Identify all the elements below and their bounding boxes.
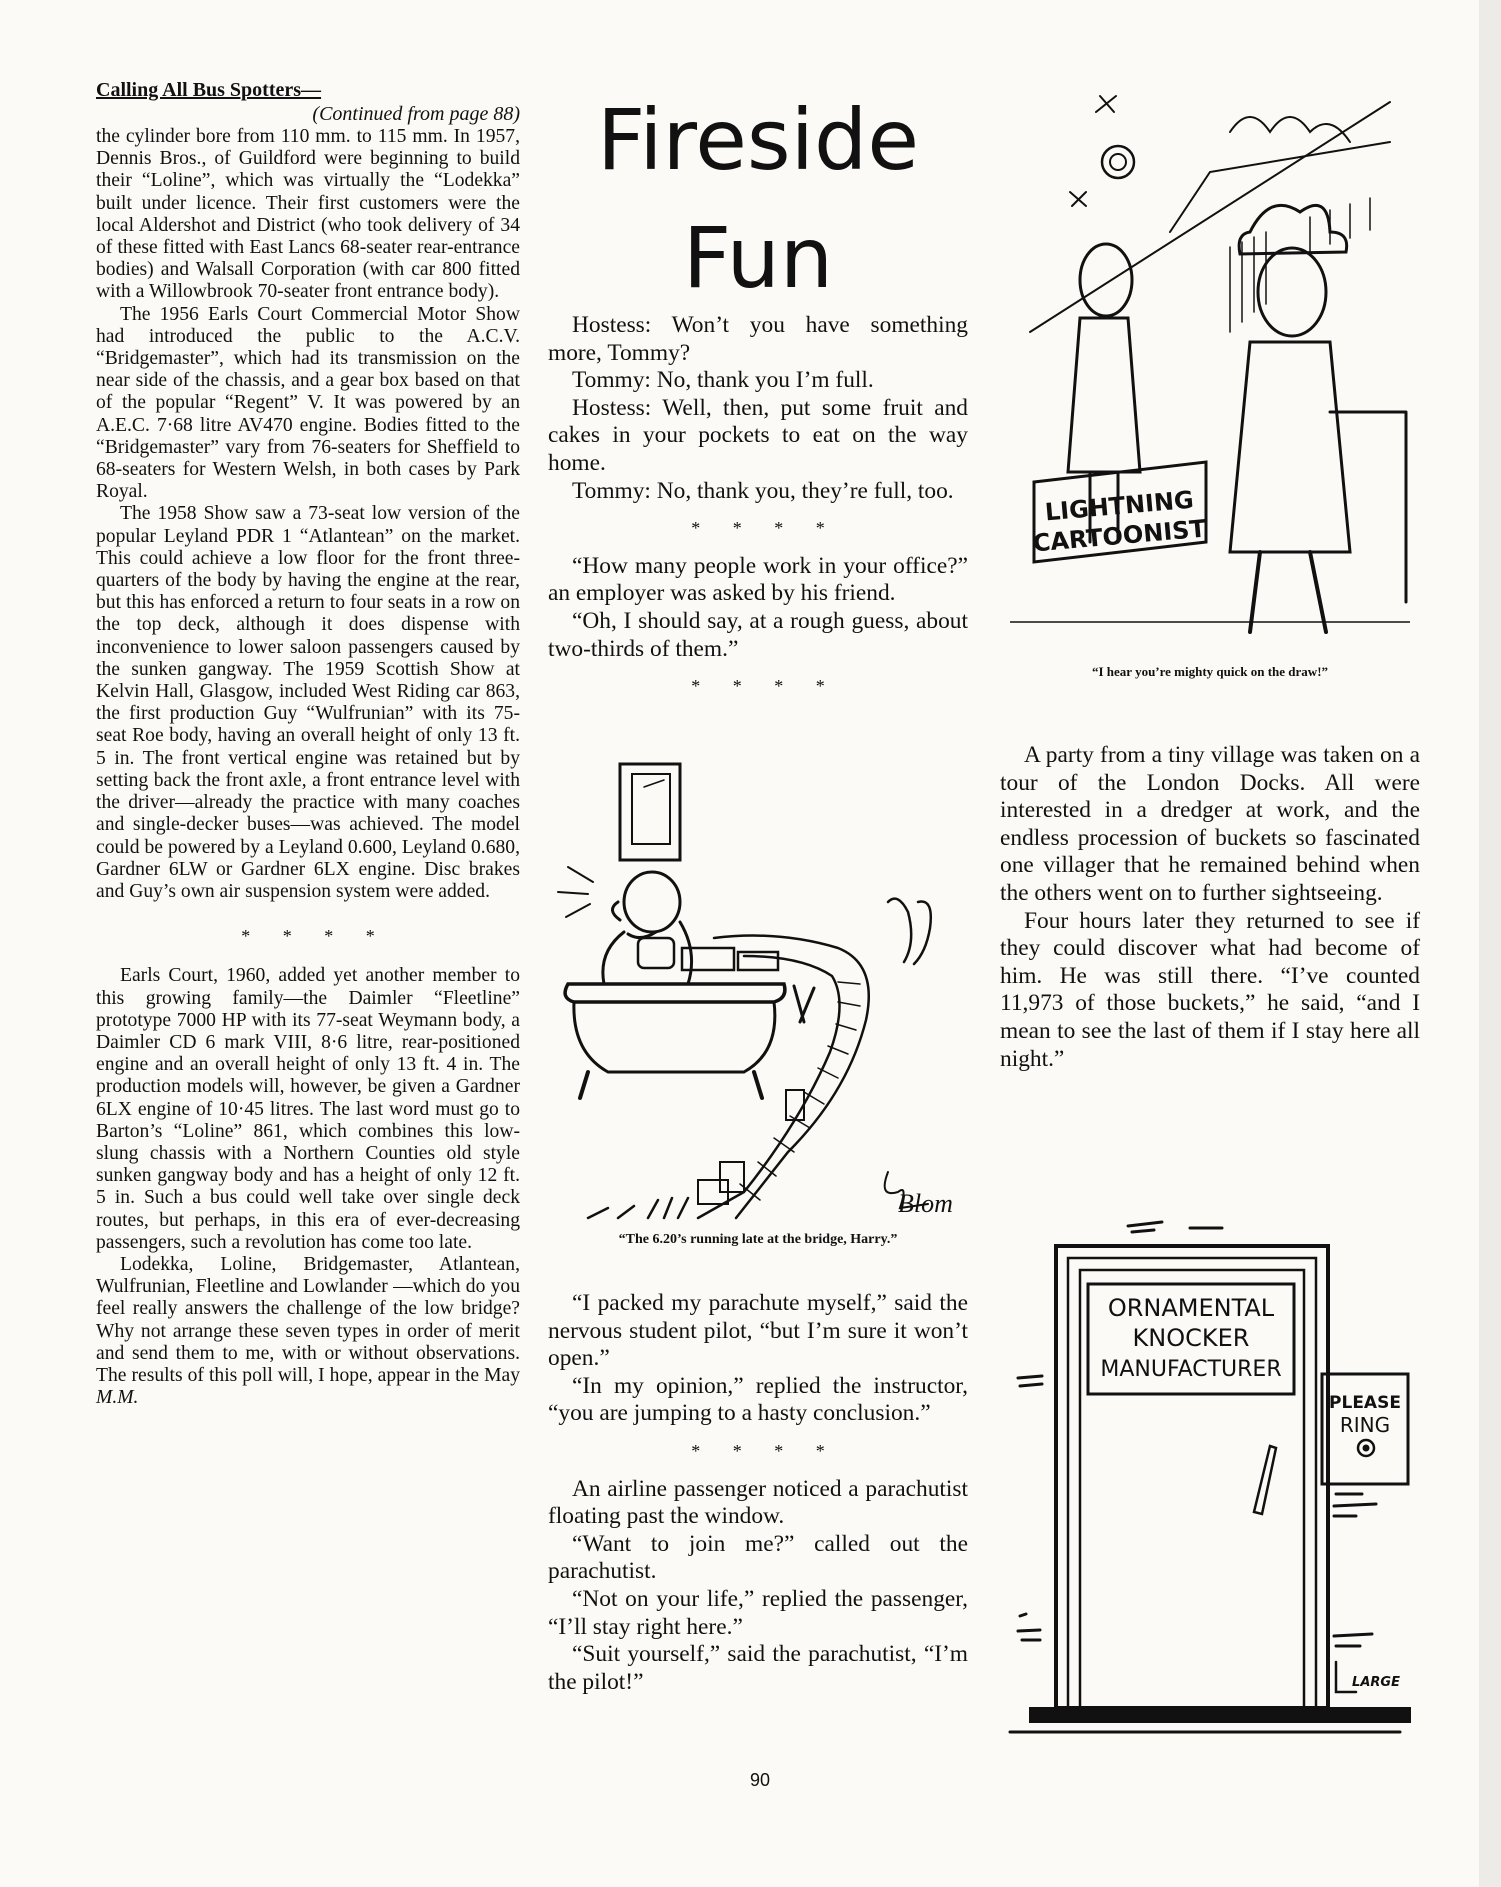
section-divider-stars: * * * *	[691, 1440, 825, 1461]
section-divider-stars: * * * *	[691, 676, 825, 697]
joke-line: “I packed my parachute myself,” said the nervous student pilot, “but I’m sure it won’t open.”	[548, 1290, 968, 1372]
bath-train-cartoon	[548, 752, 968, 1222]
joke-line: Hostess: Won’t you have something more, Tommy?	[548, 312, 968, 366]
door-sign-ornamental: ORNAMENTAL	[1107, 1294, 1275, 1322]
joke-line: An airline passenger noticed a parachutist floating past the window.	[548, 1475, 968, 1530]
sign-cartoonist: CARTOONIST	[1031, 514, 1207, 558]
section-divider-stars: * * * *	[241, 926, 375, 947]
joke-line: “Not on your life,” replied the passenger, “I’ll stay right here.”	[548, 1585, 968, 1640]
sign-lightning: LIGHTNING	[1043, 485, 1195, 527]
continued-note: (Continued from page 88)	[312, 103, 520, 125]
article-paragraph: The 1958 Show saw a 73-seat low version of the popular Leyland PDR 1 “Atlantean” on the market. This could achieve a low floor for the front three-quarters of the body by having the engine at the rear, but this has enforced a return to four seats in a row on the top deck, although it does dispense with inconvenience to lower saloon passengers caused by the sunken gangway. The 1959 Scottish Show at Kelvin Hall, Glasgow, included West Riding car 863, the first production Guy “Wulfrunian” with its 75-seat Roe body, having an overall height of only 13 ft. 5 in. The front vertical engine was retained but by setting back the front axle, a front entrance level with the driver—already the practice with many coaches and single-decker buses—was achieved. The model could be powered by a Leyland 0.600, Leyland 0.680, Gardner 6LW or Gardner 6LX engine. Disc brakes and Guy’s own air suspension system were added.	[96, 503, 520, 902]
village-story	[1000, 742, 1420, 1073]
article-paragraph: the cylinder bore from 110 mm. to 115 mm. In 1957, Dennis Bros., of Guildford were beginning to build their “Loline”, which was virtually the “Lodekka” built under licence. Their first customers were the local Aldershot and District (who took delivery of 34 of these fitted with East Lancs 68-seater rear-entrance bodies) and Walsall Corporation (with car 800 fitted with a Willowbrook 70-seater front entrance body).	[96, 126, 520, 303]
page-number: 90	[749, 1770, 771, 1790]
bus-article	[96, 78, 520, 1409]
article-paragraph-text: Lodekka, Loline, Bridgemaster, Atlantean, Wulfrunian, Fleetline and Lowlander —which do you feel really answers the challenge of the low bridge? Why not arrange these seven types in order of merit and send them to me, with or without observations. The results of this poll will, I hope, appear in the May	[96, 1253, 520, 1386]
article-paragraph: Earls Court, 1960, added yet another member to this growing family—the Daimler “Fleetline” prototype 7000 HP with its 77-seat Weymann body, a Daimler CD 6 mark VIII, 8·6 litre, rear-positioned engine and an overall height of only 13 ft. 4 in. The production models will, however, be given a Gardner 6LX engine of 10·45 litres. The last word must go to Barton’s “Loline” 861, which combines this low-slung chassis with a Northern Counties old style sunken gangway body and has a height of only 12 ft. 5 in. Such a bus could well take over single deck routes, but perhaps, in this era of ever-decreasing passengers, such a revolution has come too late.	[96, 965, 520, 1253]
joke-line: Hostess: Well, then, put some fruit and cakes in your pockets to eat on the way home.	[548, 394, 968, 476]
joke-line: Tommy: No, thank you, they’re full, too.	[572, 477, 954, 504]
section-divider-stars: * * * *	[691, 518, 825, 539]
bath-cartoon-caption: “The 6.20’s running late at the bridge, Harry.”	[618, 1232, 898, 1247]
article-heading: Calling All Bus Spotters—	[96, 79, 322, 101]
cartoonist-signature: Blom	[898, 1189, 953, 1218]
joke-line: “Want to join me?” called out the parachutist.	[548, 1530, 968, 1585]
jokes-block-1	[548, 312, 968, 711]
joke-line: “Suit yourself,” said the parachutist, “I’m the pilot!”	[548, 1641, 968, 1695]
title-line-1: Fireside	[596, 91, 919, 189]
bell-sign-please: PLEASE	[1329, 1393, 1401, 1413]
page-edge-shadow	[1479, 0, 1501, 1887]
story-paragraph: Four hours later they returned to see if they could discover what had become of him. He was still there. “I’ve counted 11,973 of those buckets,” he said, “and I mean to see the last of them if I stay here all night.”	[1000, 907, 1420, 1072]
cartoonist-signature-large: LARGE	[1352, 1675, 1400, 1690]
title-line-2: Fun	[682, 209, 834, 307]
door-sign-manufacturer: MANUFACTURER	[1100, 1357, 1282, 1382]
article-paragraph: The 1956 Earls Court Commercial Motor Show had introduced the public to the A.C.V. “Bridgemaster”, which had its transmission on the near side of the chassis, and a gear box based on that of the popular “Regent” V. It was powered by an A.E.C. 7·68 litre AV470 engine. Bodies fitted to the “Bridgemaster” vary from 76-seaters for Sheffield to 68-seaters for Western Welsh, in both cases by Park Royal.	[96, 303, 520, 503]
joke-line: “Oh, I should say, at a rough guess, about two-thirds of them.”	[548, 607, 968, 662]
joke-line: Tommy: No, thank you I’m full.	[572, 367, 874, 394]
cowboy-cartoonist-cartoon	[1010, 82, 1410, 642]
joke-line: “How many people work in your office?” an employer was asked by his friend.	[548, 552, 968, 607]
story-paragraph: A party from a tiny village was taken on a tour of the London Docks. All were interested in a dredger at work, and the endless procession of buckets so fascinated one villager that he remained behind when the others went on to further sightseeing.	[1000, 742, 1420, 906]
article-paragraph	[96, 1254, 520, 1409]
fireside-title	[548, 88, 968, 310]
magazine-abbreviation: M.M.	[96, 1387, 139, 1409]
cowboy-cartoon-caption: “I hear you’re mighty quick on the draw!”	[1091, 664, 1329, 679]
knocker-door-cartoon	[1000, 1216, 1420, 1742]
jokes-block-2	[548, 1290, 968, 1696]
joke-line: “In my opinion,” replied the instructor, “you are jumping to a hasty conclusion.”	[548, 1372, 968, 1427]
bell-sign-ring: RING	[1339, 1413, 1391, 1437]
door-sign-knocker: KNOCKER	[1132, 1324, 1250, 1352]
